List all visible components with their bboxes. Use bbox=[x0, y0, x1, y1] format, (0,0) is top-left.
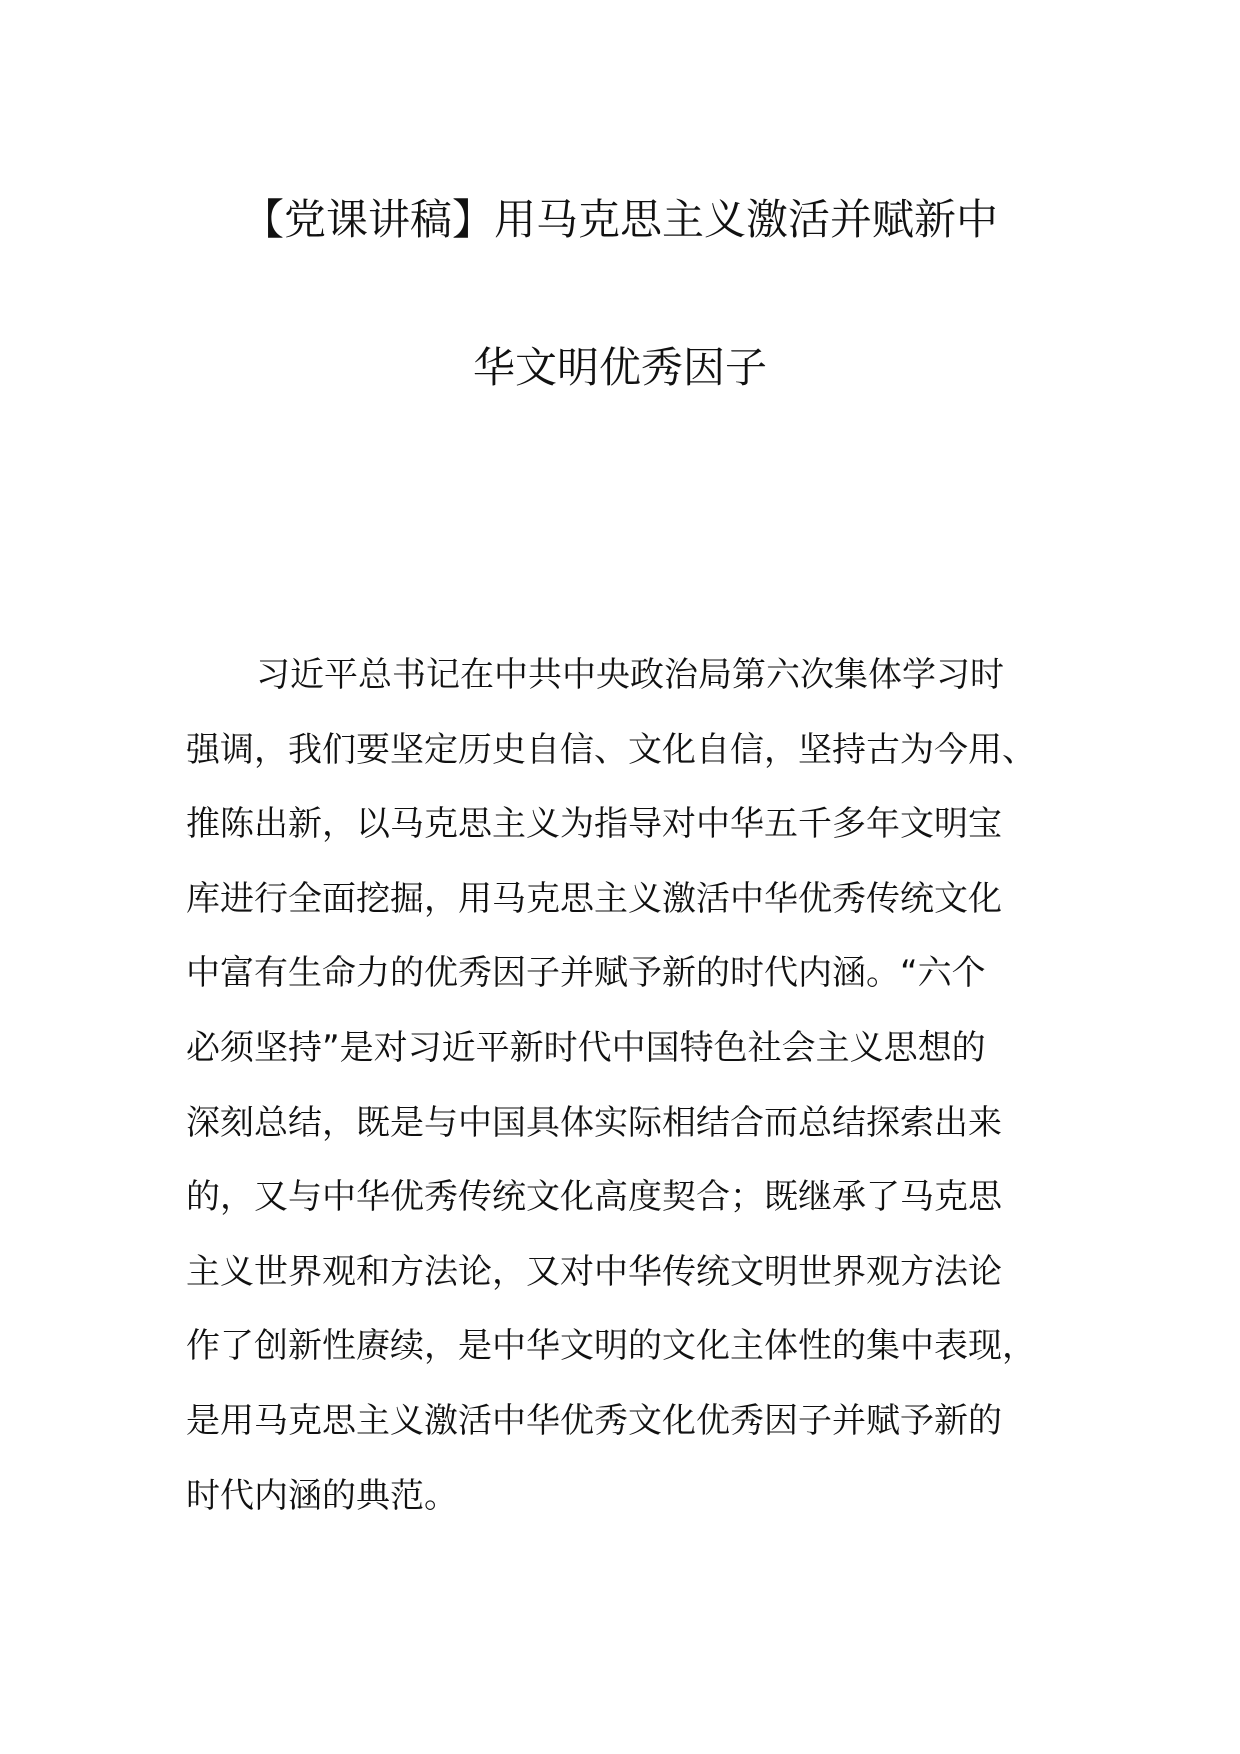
body-line-1: 习近平总书记在中共中央政治局第六次集体学习时 bbox=[256, 655, 1004, 695]
body-line-7: 深刻总结，既是与中国具体实际相结合而总结探索出来 bbox=[186, 1102, 1002, 1143]
body-line-4: 库进行全面挖掘，用马克思主义激活中华优秀传统文化 bbox=[186, 878, 1002, 919]
body-line-6: 必须坚持”是对习近平新时代中国特色社会主义思想的 bbox=[186, 1027, 986, 1068]
body-line-9: 主义世界观和方法论，又对中华传统文明世界观方法论 bbox=[186, 1251, 1002, 1292]
body-line-8: 的，又与中华优秀传统文化高度契合；既继承了马克思 bbox=[186, 1177, 1002, 1218]
body-line-3: 推陈出新，以马克思主义为指导对中华五千多年文明宝 bbox=[186, 804, 1002, 845]
body-line-10: 作了创新性赓续，是中华文明的文化主体性的集中表现， bbox=[186, 1326, 1036, 1367]
title-line-2: 华文明优秀因子 bbox=[472, 343, 767, 392]
document-body bbox=[186, 638, 1076, 1533]
document-title bbox=[0, 196, 1240, 392]
body-line-12: 时代内涵的典范。 bbox=[186, 1475, 458, 1516]
body-line-5: 中富有生命力的优秀因子并赋予新的时代内涵。“六个 bbox=[186, 953, 986, 994]
body-line-11: 是用马克思主义激活中华优秀文化优秀因子并赋予新的 bbox=[186, 1400, 1002, 1441]
body-line-2: 强调，我们要坚定历史自信、文化自信，坚持古为今用、 bbox=[186, 729, 1036, 770]
title-line-1: 【党课讲稿】用马克思主义激活并赋新中 bbox=[241, 195, 998, 244]
